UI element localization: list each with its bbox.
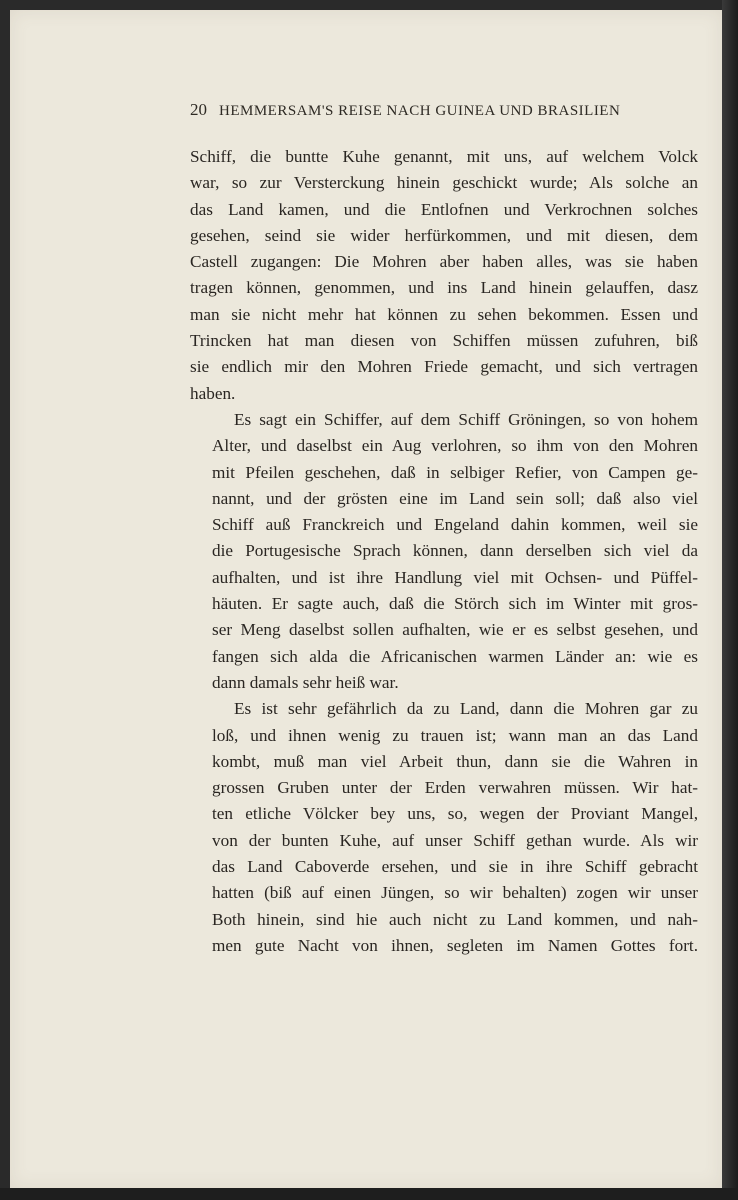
text-line: fangen sich alda die Africanischen warmen Länder an: wie es [212,646,698,666]
text-line: Es sagt ein Schiffer, auf dem Schiff Gröningen, so von hohem [234,409,698,429]
text-line: die Portugesische Sprach können, dann derselben sich viel da [212,541,698,561]
text-line: Es ist sehr gefährlich da zu Land, dann die Mohren gar zu [234,699,698,719]
text-line: kombt, muß man viel Arbeit thun, dann sie die Wahren in [212,751,698,771]
text-line: hatten (biß auf einen Jüngen, so wir behalten) zogen wir unser [212,883,698,903]
paragraph [190,144,698,407]
text-line: war, so zur Versterckung hinein geschickt wurde; Als solche an [190,173,698,193]
text-line: ser Meng daselbst sollen aufhalten, wie er es selbst gesehen, und [212,620,698,640]
text-line: das Land kamen, und die Entlofnen und Verkrochnen solches [190,199,698,219]
book-edge-bottom [0,1188,738,1200]
text-line: häuten. Er sagte auch, daß die Störch sich im Winter mit gros- [212,594,698,614]
text-line: von der bunten Kuhe, auf unser Schiff gethan wurde. Als wir [212,830,698,850]
text-line: man sie nicht mehr hat können zu sehen bekommen. Essen und [190,304,698,324]
text-line: nannt, und der grösten eine im Land sein soll; daß also viel [212,488,698,508]
text-line: tragen können, genommen, und ins Land hinein gelauffen, dasz [190,278,698,298]
text-line: das Land Caboverde ersehen, und sie in ihre Schiff gebracht [212,857,698,877]
paragraph [190,407,698,696]
text-line: gesehen, seind sie wider herfürkommen, und mit diesen, dem [190,225,698,245]
text-line: sie endlich mir den Mohren Friede gemacht, und sich vertragen [190,357,698,377]
text-line: haben. [190,383,236,403]
text-line: Schiff auß Franckreich und Engeland dahin kommen, weil sie [212,515,698,535]
paragraph [190,696,698,959]
text-line: loß, und ihnen wenig zu trauen ist; wann man an das Land [212,725,698,745]
page-number: 20 [190,100,207,119]
text-line: aufhalten, und ist ihre Handlung viel mit Ochsen- und Püffel- [212,567,698,587]
body-text [190,144,698,959]
running-title: HEMMERSAM'S REISE NACH GUINEA UND BRASILIEN [219,103,621,119]
text-line: Alter, und daselbst ein Aug verlohren, so ihm von den Mohren [212,436,698,456]
text-line: ten etliche Völcker bey uns, so, wegen der Proviant Mangel, [212,804,698,824]
text-line: grossen Gruben unter der Erden verwahren müssen. Wir hat- [212,778,698,798]
page-header [190,100,700,120]
text-line: Both hinein, sind hie auch nicht zu Land kommen, und nah- [212,909,698,929]
text-line: Schiff, die buntte Kuhe genannt, mit uns, auf welchem Volck [190,147,698,166]
text-line: Castell zugangen: Die Mohren aber haben alles, was sie haben [190,252,698,272]
book-edge-right [722,0,738,1200]
text-line: dann damals sehr heiß war. [212,672,399,692]
text-line: Trincken hat man diesen von Schiffen müssen zufuhren, biß [190,331,698,351]
text-line: mit Pfeilen geschehen, daß in selbiger Refier, von Campen ge- [212,462,698,482]
text-line: men gute Nacht von ihnen, segleten im Namen Gottes fort. [212,935,698,955]
